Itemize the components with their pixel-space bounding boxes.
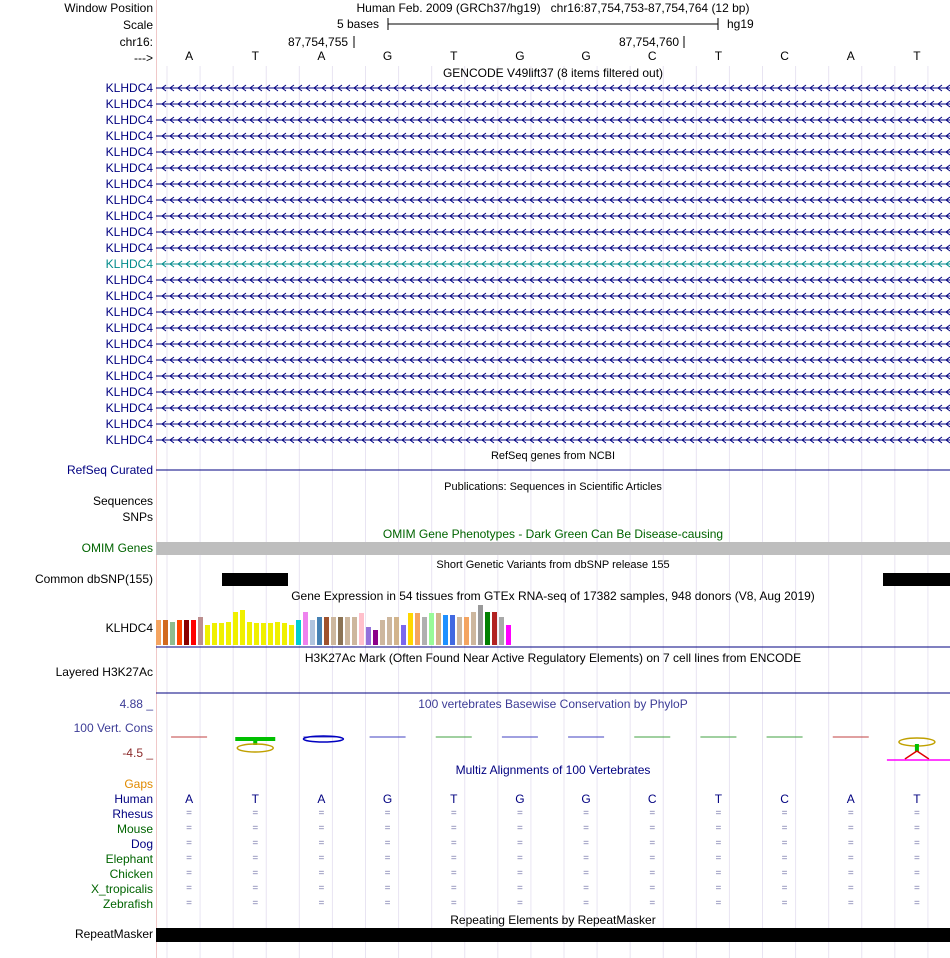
alignment-match: = (715, 823, 722, 834)
gtex-tissue-bar (457, 617, 462, 645)
alignment-match: = (583, 823, 589, 834)
alignment-match: = (715, 883, 722, 894)
repeatmasker-bar (156, 928, 950, 942)
alignment-match: = (318, 838, 325, 849)
gtex-tissue-bar (275, 622, 280, 645)
alignment-match: = (450, 838, 457, 849)
dbsnp-title: Short Genetic Variants from dbSNP release 155 (436, 559, 670, 571)
scale-label: Scale (122, 18, 153, 32)
gtex-tissue-bar (198, 617, 203, 645)
alignment-match: = (318, 883, 325, 894)
gencode-transcript-label[interactable]: KLHDC4 (105, 289, 153, 303)
gtex-tissue-bar (415, 613, 420, 645)
gtex-tissue-bar (429, 613, 434, 645)
alignment-match: = (252, 853, 259, 864)
gencode-transcript-label[interactable]: KLHDC4 (105, 193, 153, 207)
gtex-tissue-bar (170, 622, 175, 645)
gtex-tissue-bar (366, 627, 371, 645)
species-label[interactable]: Mouse (116, 822, 153, 836)
phylop-title: 100 vertebrates Basewise Conservation by PhyloP (418, 697, 688, 711)
h3k27ac-track-label[interactable]: Layered H3K27Ac (55, 665, 153, 679)
alignment-match: = (450, 883, 457, 894)
gtex-tissue-bar (303, 612, 308, 645)
alignment-match: = (318, 868, 325, 879)
gtex-tissue-bar (282, 623, 287, 645)
gtex-tissue-bar (163, 620, 168, 645)
alignment-base: T (251, 792, 259, 806)
gtex-tissue-bar (443, 615, 448, 645)
alignment-match: = (252, 808, 259, 819)
alignment-match: = (186, 808, 192, 819)
alignment-match: = (516, 823, 523, 834)
gtex-tissue-bar (401, 625, 406, 645)
window-position-label: Window Position (64, 1, 153, 15)
position-text: chr16:87,754,753-87,754,764 (12 bp) (550, 1, 750, 15)
ruler-base: T (450, 49, 458, 63)
alignment-match: = (186, 898, 192, 909)
ruler-base: A (317, 49, 326, 63)
gencode-transcript-label[interactable]: KLHDC4 (105, 129, 153, 143)
gtex-tissue-bar (373, 630, 378, 645)
gtex-tissue-bar (289, 625, 294, 645)
alignment-match: = (318, 823, 325, 834)
gtex-tissue-bar (478, 605, 483, 645)
gtex-tissue-bar (240, 610, 245, 645)
alignment-match: = (781, 883, 788, 894)
alignment-match: = (384, 853, 391, 864)
species-label[interactable]: Dog (130, 837, 153, 851)
alignment-match: = (516, 853, 523, 864)
phylop-track-label[interactable]: 100 Vert. Cons (73, 721, 153, 735)
alignment-match: = (649, 853, 656, 864)
gencode-transcript-label[interactable]: KLHDC4 (105, 177, 153, 191)
alignment-match: = (847, 838, 854, 849)
phylop-logo-g (237, 744, 273, 752)
ruler-base: A (185, 49, 194, 63)
alignment-match: = (384, 823, 391, 834)
ruler-base: G (581, 49, 591, 63)
dbsnp-track-label[interactable]: Common dbSNP(155) (34, 572, 153, 586)
gtex-tissue-bar (331, 617, 336, 645)
alignment-match: = (516, 868, 523, 879)
gencode-transcript-label[interactable]: KLHDC4 (105, 305, 153, 319)
gtex-tissue-bar (310, 620, 315, 645)
gtex-tissue-bar (177, 620, 182, 645)
multiz-title: Multiz Alignments of 100 Vertebrates (455, 763, 651, 777)
gtex-tissue-bar (261, 623, 266, 645)
gencode-transcript-label[interactable]: KLHDC4 (105, 369, 153, 383)
gencode-transcript-label[interactable]: KLHDC4 (105, 353, 153, 367)
alignment-match: = (450, 823, 457, 834)
alignment-match: = (186, 853, 192, 864)
gtex-tissue-bar (345, 617, 350, 645)
alignment-match: = (649, 868, 656, 879)
gtex-tissue-bar (436, 613, 441, 645)
alignment-match: = (913, 853, 920, 864)
alignment-match: = (715, 898, 722, 909)
coord-right: 87,754,760 (619, 35, 680, 49)
gtex-tissue-bar (247, 622, 252, 645)
alignment-match: = (318, 853, 325, 864)
gencode-transcript-label[interactable]: KLHDC4 (105, 241, 153, 255)
alignment-match: = (186, 883, 192, 894)
gaps-label: Gaps (124, 777, 153, 791)
species-label[interactable]: Human (114, 792, 153, 806)
gtex-tissue-bar (499, 617, 504, 645)
alignment-match: = (252, 823, 259, 834)
species-label[interactable]: Elephant (105, 852, 153, 866)
assembly-text: Human Feb. 2009 (GRCh37/hg19) (356, 1, 541, 15)
omim-title: OMIM Gene Phenotypes - Dark Green Can Be Disease-causing (382, 527, 724, 541)
gtex-tissue-bar (464, 617, 469, 645)
gencode-transcript-label[interactable]: KLHDC4 (105, 225, 153, 239)
publications-title: Publications: Sequences in Scientific Articles (444, 481, 662, 493)
ruler-base: A (846, 49, 855, 63)
gtex-tissue-bar (380, 620, 385, 645)
alignment-match: = (384, 868, 391, 879)
alignment-match: = (252, 883, 259, 894)
alignment-base: T (913, 792, 921, 806)
gtex-tissue-bar (226, 622, 231, 645)
gtex-tissue-bar (359, 613, 364, 645)
gtex-tissue-bar (352, 617, 357, 645)
gtex-tissue-bar (317, 617, 322, 645)
gtex-tissue-bar (296, 620, 301, 645)
dbsnp-variant-block (883, 573, 950, 586)
alignment-match: = (252, 898, 259, 909)
tracks-canvas (156, 0, 950, 958)
gtex-tissue-bar (394, 617, 399, 645)
gtex-tissue-bar (205, 625, 210, 645)
repeatmasker-track-label[interactable]: RepeatMasker (74, 927, 153, 941)
gtex-tissue-bar (254, 623, 259, 645)
alignment-match: = (649, 808, 656, 819)
alignment-base: G (581, 792, 591, 806)
alignment-base: G (515, 792, 525, 806)
alignment-match: = (913, 808, 920, 819)
gtex-tissue-bar (450, 615, 455, 645)
omim-track-label[interactable]: OMIM Genes (81, 541, 153, 555)
alignment-match: = (715, 838, 722, 849)
alignment-match: = (913, 898, 920, 909)
alignment-match: = (715, 808, 722, 819)
alignment-match: = (649, 823, 656, 834)
gtex-tissue-bar (506, 625, 511, 645)
strand-label: ---> (134, 51, 153, 65)
gencode-transcript-label[interactable]: KLHDC4 (105, 417, 153, 431)
alignment-match: = (781, 868, 788, 879)
gencode-transcript-label[interactable]: KLHDC4 (105, 97, 153, 111)
alignment-match: = (516, 808, 523, 819)
alignment-match: = (649, 838, 656, 849)
alignment-match: = (583, 853, 589, 864)
gtex-tissue-bar (471, 612, 476, 645)
alignment-match: = (318, 808, 325, 819)
alignment-match: = (847, 823, 854, 834)
refseq-track-label[interactable]: RefSeq Curated (66, 463, 153, 477)
species-label[interactable]: Rhesus (112, 807, 153, 821)
alignment-match: = (913, 823, 920, 834)
alignment-base: C (780, 792, 789, 806)
alignment-match: = (252, 868, 259, 879)
repeatmasker-title: Repeating Elements by RepeatMasker (450, 913, 656, 927)
alignment-match: = (450, 808, 457, 819)
ruler-base: T (251, 49, 259, 63)
dbsnp-variant-block (222, 573, 288, 586)
alignment-base: A (317, 792, 326, 806)
alignment-match: = (384, 898, 391, 909)
alignment-match: = (583, 898, 589, 909)
alignment-match: = (715, 868, 722, 879)
ruler-base: G (382, 49, 393, 63)
alignment-match: = (583, 883, 589, 894)
ruler-base: G (515, 49, 525, 63)
alignment-match: = (516, 898, 523, 909)
gencode-transcript-label[interactable]: KLHDC4 (105, 385, 153, 399)
ruler-base: T (913, 49, 921, 63)
gtex-title: Gene Expression in 54 tissues from GTEx RNA-seq of 17382 samples, 948 donors (V8, Aug 2019) (291, 589, 815, 603)
gencode-title: GENCODE V49lift37 (8 items filtered out) (442, 66, 664, 80)
alignment-match: = (384, 808, 391, 819)
phylop-logo-a (905, 751, 929, 759)
alignment-base: G (382, 792, 393, 806)
gencode-transcript-label[interactable]: KLHDC4 (105, 113, 153, 127)
gtex-tissue-bar (408, 613, 413, 645)
gtex-tissue-bar (387, 617, 392, 645)
alignment-base: T (450, 792, 458, 806)
alignment-base: A (185, 792, 194, 806)
gtex-tissue-bar (492, 612, 497, 645)
gtex-tissue-bar (184, 620, 189, 645)
alignment-match: = (516, 838, 523, 849)
alignment-match: = (450, 853, 457, 864)
ruler-base: T (714, 49, 723, 63)
gencode-transcript-label[interactable]: KLHDC4 (105, 257, 153, 271)
gtex-tissue-bar (191, 620, 196, 645)
alignment-match: = (583, 868, 589, 879)
chrom-label: chr16: (119, 35, 153, 49)
gencode-transcript-label[interactable]: KLHDC4 (105, 273, 153, 287)
gencode-transcript-label[interactable]: KLHDC4 (105, 433, 153, 447)
alignment-match: = (847, 808, 854, 819)
alignment-match: = (450, 868, 457, 879)
h3k27ac-title: H3K27Ac Mark (Often Found Near Active Regulatory Elements) on 7 cell lines from ENCODE (304, 651, 802, 665)
alignment-match: = (252, 838, 259, 849)
gtex-tissue-bar (219, 623, 224, 645)
alignment-match: = (583, 838, 589, 849)
snps-track-label[interactable]: SNPs (122, 510, 153, 524)
alignment-match: = (186, 838, 192, 849)
db-text: hg19 (727, 17, 754, 31)
alignment-base: A (846, 792, 855, 806)
alignment-match: = (715, 853, 722, 864)
alignment-match: = (913, 868, 920, 879)
alignment-match: = (847, 868, 854, 879)
alignment-match: = (913, 838, 920, 849)
alignment-match: = (649, 883, 656, 894)
position-header (156, 1, 950, 15)
species-label[interactable]: Chicken (109, 867, 153, 881)
ruler-base: C (780, 49, 789, 63)
gencode-transcript-label[interactable]: KLHDC4 (105, 401, 153, 415)
alignment-match: = (781, 853, 788, 864)
alignment-match: = (450, 898, 457, 909)
alignment-match: = (847, 883, 854, 894)
track-data-area[interactable] (156, 0, 950, 958)
alignment-match: = (318, 898, 325, 909)
alignment-match: = (913, 883, 920, 894)
gtex-tissue-bar (324, 617, 329, 645)
alignment-match: = (649, 898, 656, 909)
gtex-tissue-bar (233, 612, 238, 645)
gencode-transcript-label[interactable]: KLHDC4 (105, 337, 153, 351)
alignment-match: = (186, 868, 192, 879)
alignment-match: = (186, 823, 192, 834)
gtex-tissue-bar (338, 617, 343, 645)
alignment-base: T (714, 792, 723, 806)
phylop-min-label: -4.5 _ (122, 746, 153, 760)
alignment-match: = (516, 883, 523, 894)
alignment-match: = (384, 883, 391, 894)
refseq-title: RefSeq genes from NCBI (490, 450, 616, 462)
gtex-track-label[interactable]: KLHDC4 (105, 621, 153, 635)
coord-left: 87,754,755 (288, 35, 349, 49)
species-label[interactable]: X_tropicalis (90, 882, 153, 896)
gencode-transcript-label[interactable]: KLHDC4 (105, 145, 153, 159)
gtex-tissue-bar (422, 617, 427, 645)
alignment-match: = (781, 838, 788, 849)
alignment-match: = (847, 853, 854, 864)
scale-text: 5 bases (337, 17, 380, 31)
sequences-track-label[interactable]: Sequences (92, 494, 153, 508)
gencode-transcript-label[interactable]: KLHDC4 (105, 209, 153, 223)
ruler-base: C (647, 49, 657, 63)
gencode-transcript-label[interactable]: KLHDC4 (105, 161, 153, 175)
omim-bar (156, 542, 950, 555)
alignment-match: = (781, 898, 788, 909)
alignment-match: = (384, 838, 391, 849)
alignment-match: = (781, 808, 788, 819)
gencode-transcript-label[interactable]: KLHDC4 (105, 321, 153, 335)
gtex-tissue-bar (212, 623, 217, 645)
alignment-match: = (583, 808, 589, 819)
species-label[interactable]: Zebrafish (102, 897, 153, 911)
alignment-base: C (647, 792, 657, 806)
phylop-max-label: 4.88 _ (119, 697, 153, 711)
gtex-tissue-bar (268, 623, 273, 645)
gencode-transcript-label[interactable]: KLHDC4 (105, 81, 153, 95)
gtex-tissue-bar (156, 620, 161, 645)
alignment-match: = (781, 823, 788, 834)
gtex-tissue-bar (485, 612, 490, 645)
alignment-match: = (847, 898, 854, 909)
